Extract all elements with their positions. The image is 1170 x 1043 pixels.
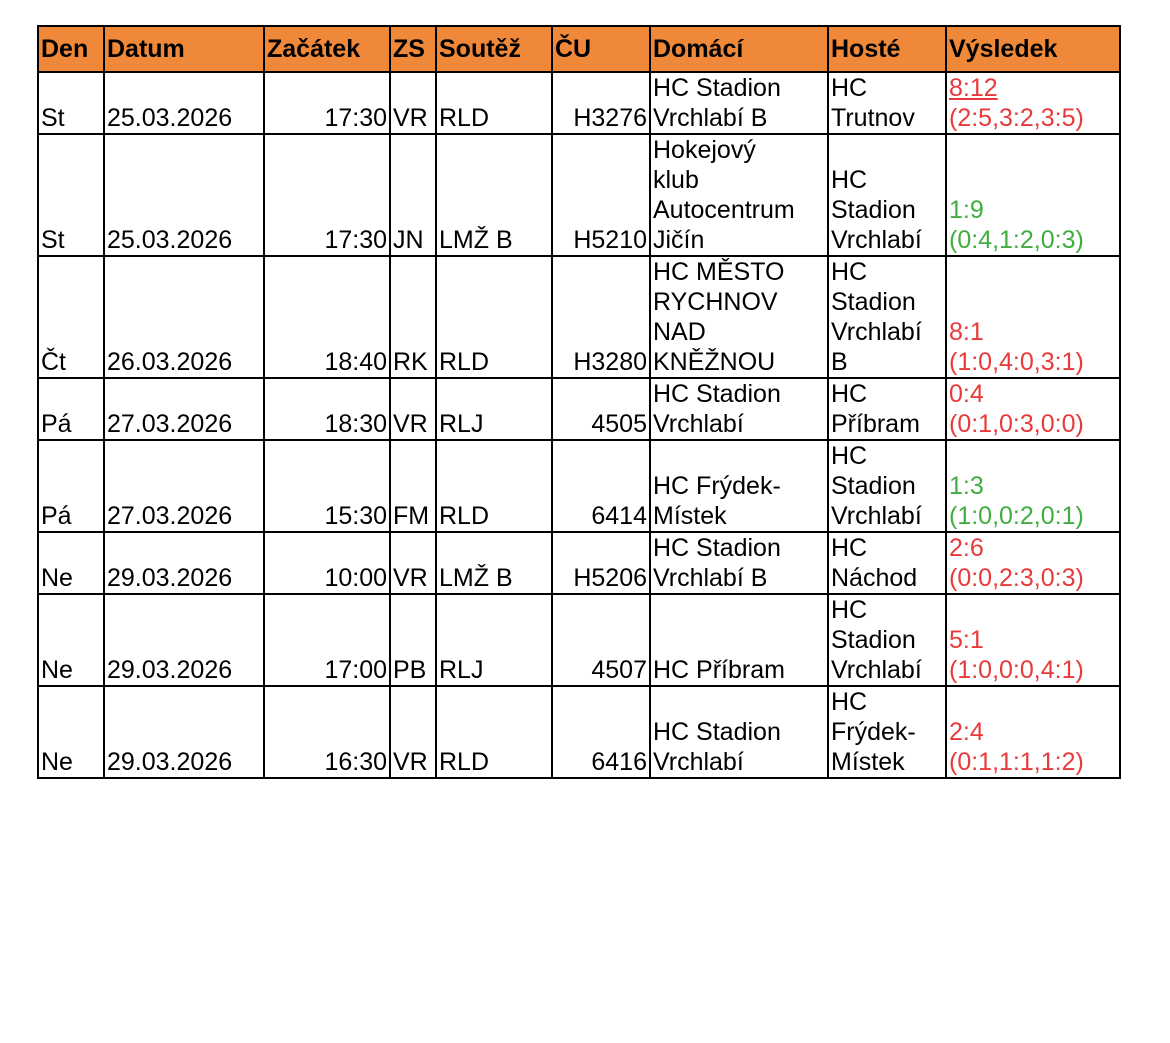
cell-domaci bbox=[650, 72, 828, 134]
domaci-line: Jičín bbox=[653, 226, 705, 254]
cell-domaci bbox=[650, 440, 828, 532]
hoste-line: Vrchlabí bbox=[831, 502, 922, 530]
cell-soutez: RLJ bbox=[436, 378, 552, 440]
hoste-line: HC bbox=[831, 380, 868, 408]
hoste-line: HC bbox=[831, 688, 868, 716]
cell-zs: VR bbox=[390, 378, 436, 440]
cell-zs: FM bbox=[390, 440, 436, 532]
cell-datum: 27.03.2026 bbox=[104, 378, 264, 440]
cell-den: Ne bbox=[38, 686, 104, 778]
header-cu: ČU bbox=[552, 26, 650, 72]
cell-hoste bbox=[828, 134, 946, 256]
cell-domaci bbox=[650, 532, 828, 594]
cell-datum: 25.03.2026 bbox=[104, 134, 264, 256]
domaci-line: NAD bbox=[653, 318, 706, 346]
cell-soutez: LMŽ B bbox=[436, 532, 552, 594]
cell-zacatek: 17:30 bbox=[264, 72, 390, 134]
hoste-line: Stadion bbox=[831, 472, 916, 500]
hoste-line: HC bbox=[831, 258, 868, 286]
hoste-line: Vrchlabí bbox=[831, 318, 922, 346]
cell-hoste bbox=[828, 686, 946, 778]
table-row bbox=[38, 440, 1120, 532]
period-scores: (0:0,2:3,0:3) bbox=[949, 564, 1084, 592]
hoste-line: Vrchlabí bbox=[831, 656, 922, 684]
hoste-line: Stadion bbox=[831, 626, 916, 654]
header-soutez: Soutěž bbox=[436, 26, 552, 72]
hoste-line: Stadion bbox=[831, 196, 916, 224]
domaci-line: Vrchlabí bbox=[653, 410, 744, 438]
schedule-body bbox=[38, 72, 1120, 778]
cell-vysledek bbox=[946, 686, 1120, 778]
cell-vysledek bbox=[946, 440, 1120, 532]
table-row bbox=[38, 532, 1120, 594]
domaci-line: Hokejový bbox=[653, 136, 756, 164]
domaci-line: Vrchlabí bbox=[653, 748, 744, 776]
table-row bbox=[38, 134, 1120, 256]
score-text: 0:4 bbox=[949, 380, 984, 408]
cell-cu: H5210 bbox=[552, 134, 650, 256]
hoste-line: B bbox=[831, 348, 848, 376]
cell-cu: H3276 bbox=[552, 72, 650, 134]
cell-domaci bbox=[650, 256, 828, 378]
hoste-line: HC bbox=[831, 534, 868, 562]
header-domaci: Domácí bbox=[650, 26, 828, 72]
cell-den: St bbox=[38, 134, 104, 256]
cell-hoste bbox=[828, 72, 946, 134]
cell-zs: RK bbox=[390, 256, 436, 378]
cell-hoste bbox=[828, 440, 946, 532]
domaci-line: RYCHNOV bbox=[653, 288, 778, 316]
score-text: 2:6 bbox=[949, 534, 984, 562]
domaci-line: HC MĚSTO bbox=[653, 258, 785, 286]
cell-zacatek: 18:30 bbox=[264, 378, 390, 440]
cell-vysledek bbox=[946, 134, 1120, 256]
hoste-line: HC bbox=[831, 596, 868, 624]
cell-vysledek bbox=[946, 72, 1120, 134]
header-datum: Datum bbox=[104, 26, 264, 72]
cell-soutez: RLD bbox=[436, 256, 552, 378]
hoste-line: Příbram bbox=[831, 410, 920, 438]
cell-den: Pá bbox=[38, 440, 104, 532]
header-hoste: Hosté bbox=[828, 26, 946, 72]
domaci-line: HC Příbram bbox=[653, 656, 785, 684]
cell-den: St bbox=[38, 72, 104, 134]
cell-zs: PB bbox=[390, 594, 436, 686]
score-text: 2:4 bbox=[949, 718, 984, 746]
domaci-line: Autocentrum bbox=[653, 196, 795, 224]
cell-soutez: RLJ bbox=[436, 594, 552, 686]
cell-hoste bbox=[828, 378, 946, 440]
hoste-line: HC bbox=[831, 442, 868, 470]
cell-zacatek: 18:40 bbox=[264, 256, 390, 378]
period-scores: (0:1,1:1,1:2) bbox=[949, 748, 1084, 776]
domaci-line: Vrchlabí B bbox=[653, 104, 768, 132]
cell-cu: 6416 bbox=[552, 686, 650, 778]
cell-hoste bbox=[828, 594, 946, 686]
cell-den: Čt bbox=[38, 256, 104, 378]
domaci-line: KNĚŽNOU bbox=[653, 348, 776, 376]
cell-domaci bbox=[650, 134, 828, 256]
period-scores: (1:0,0:2,0:1) bbox=[949, 502, 1084, 530]
domaci-line: HC Frýdek- bbox=[653, 472, 781, 500]
score-text: 1:3 bbox=[949, 472, 984, 500]
cell-datum: 29.03.2026 bbox=[104, 686, 264, 778]
cell-den: Pá bbox=[38, 378, 104, 440]
cell-vysledek bbox=[946, 594, 1120, 686]
cell-domaci bbox=[650, 686, 828, 778]
cell-soutez: RLD bbox=[436, 686, 552, 778]
cell-vysledek bbox=[946, 532, 1120, 594]
cell-zs: VR bbox=[390, 686, 436, 778]
cell-soutez: RLD bbox=[436, 440, 552, 532]
cell-soutez: LMŽ B bbox=[436, 134, 552, 256]
cell-zs: VR bbox=[390, 532, 436, 594]
cell-domaci bbox=[650, 594, 828, 686]
table-row bbox=[38, 378, 1120, 440]
cell-hoste bbox=[828, 532, 946, 594]
cell-vysledek bbox=[946, 378, 1120, 440]
cell-zacatek: 17:00 bbox=[264, 594, 390, 686]
cell-datum: 25.03.2026 bbox=[104, 72, 264, 134]
cell-zacatek: 16:30 bbox=[264, 686, 390, 778]
header-zacatek: Začátek bbox=[264, 26, 390, 72]
cell-hoste bbox=[828, 256, 946, 378]
hoste-line: Náchod bbox=[831, 564, 918, 592]
header-vysledek: Výsledek bbox=[946, 26, 1120, 72]
hoste-line: Vrchlabí bbox=[831, 226, 922, 254]
hoste-line: Stadion bbox=[831, 288, 916, 316]
hoste-line: Místek bbox=[831, 748, 905, 776]
period-scores: (1:0,0:0,4:1) bbox=[949, 656, 1084, 684]
cell-domaci bbox=[650, 378, 828, 440]
header-den: Den bbox=[38, 26, 104, 72]
cell-cu: 6414 bbox=[552, 440, 650, 532]
table-row bbox=[38, 256, 1120, 378]
score-link[interactable]: 8:12 bbox=[949, 74, 998, 102]
domaci-line: HC Stadion bbox=[653, 74, 781, 102]
domaci-line: HC Stadion bbox=[653, 534, 781, 562]
hoste-line: HC bbox=[831, 74, 868, 102]
domaci-line: klub bbox=[653, 166, 699, 194]
header-row bbox=[38, 26, 1120, 72]
domaci-line: Vrchlabí B bbox=[653, 564, 768, 592]
cell-vysledek bbox=[946, 256, 1120, 378]
period-scores: (0:4,1:2,0:3) bbox=[949, 226, 1084, 254]
hoste-line: HC bbox=[831, 166, 868, 194]
period-scores: (1:0,4:0,3:1) bbox=[949, 348, 1084, 376]
hoste-line: Frýdek- bbox=[831, 718, 916, 746]
cell-zacatek: 10:00 bbox=[264, 532, 390, 594]
domaci-line: HC Stadion bbox=[653, 380, 781, 408]
cell-soutez: RLD bbox=[436, 72, 552, 134]
cell-zs: JN bbox=[390, 134, 436, 256]
cell-zs: VR bbox=[390, 72, 436, 134]
cell-zacatek: 15:30 bbox=[264, 440, 390, 532]
cell-cu: 4505 bbox=[552, 378, 650, 440]
schedule-table bbox=[37, 25, 1121, 779]
period-scores: (2:5,3:2,3:5) bbox=[949, 104, 1084, 132]
cell-datum: 29.03.2026 bbox=[104, 594, 264, 686]
header-zs: ZS bbox=[390, 26, 436, 72]
table-row bbox=[38, 594, 1120, 686]
score-text: 5:1 bbox=[949, 626, 984, 654]
cell-cu: 4507 bbox=[552, 594, 650, 686]
cell-den: Ne bbox=[38, 532, 104, 594]
score-text: 8:1 bbox=[949, 318, 984, 346]
domaci-line: Místek bbox=[653, 502, 727, 530]
cell-datum: 27.03.2026 bbox=[104, 440, 264, 532]
cell-datum: 26.03.2026 bbox=[104, 256, 264, 378]
cell-cu: H5206 bbox=[552, 532, 650, 594]
hoste-line: Trutnov bbox=[831, 104, 915, 132]
period-scores: (0:1,0:3,0:0) bbox=[949, 410, 1084, 438]
cell-zacatek: 17:30 bbox=[264, 134, 390, 256]
score-text: 1:9 bbox=[949, 196, 984, 224]
domaci-line: HC Stadion bbox=[653, 718, 781, 746]
cell-cu: H3280 bbox=[552, 256, 650, 378]
cell-datum: 29.03.2026 bbox=[104, 532, 264, 594]
table-row bbox=[38, 72, 1120, 134]
cell-den: Ne bbox=[38, 594, 104, 686]
table-row bbox=[38, 686, 1120, 778]
